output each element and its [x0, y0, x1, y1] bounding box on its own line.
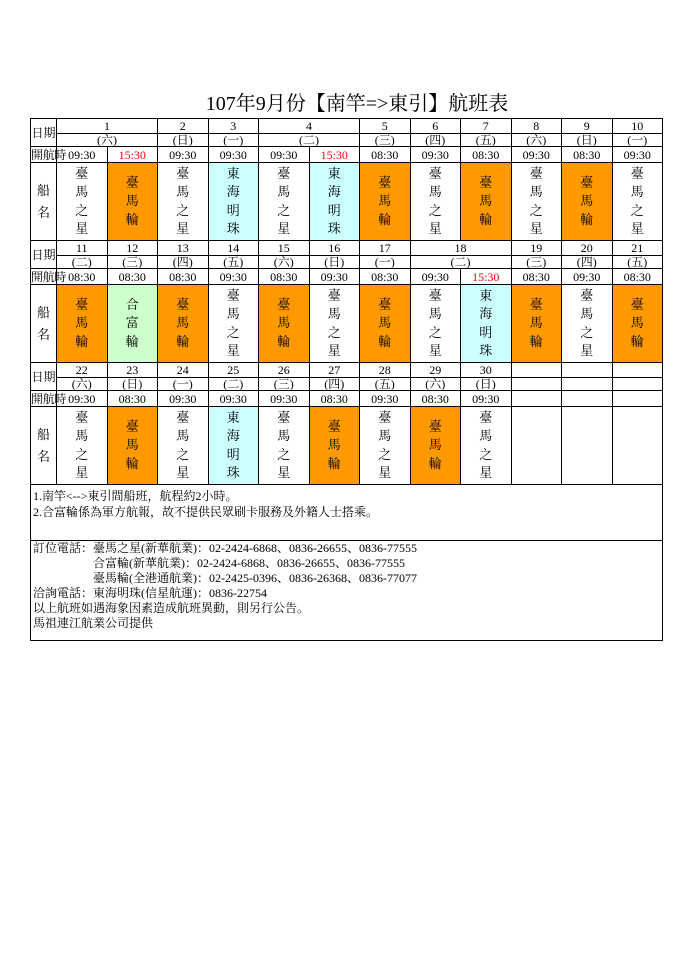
- departure-time-label: 開航時: [31, 269, 67, 284]
- date-cell: 27: [309, 363, 360, 378]
- weekday-cell: (三): [259, 378, 310, 391]
- weekday-cell: (一): [360, 256, 411, 269]
- ship-cell: [57, 163, 108, 241]
- ship-cell: [461, 285, 512, 363]
- date-cell: 14: [208, 241, 259, 256]
- ship-cell: [259, 285, 310, 363]
- contacts-row: [31, 541, 663, 641]
- ship-name: 臺馬之星: [479, 409, 493, 480]
- ship-cell: [360, 285, 411, 363]
- ship-name-label-cell: [31, 407, 57, 485]
- ship-name: 臺馬之星: [226, 287, 240, 358]
- date-row: [31, 363, 663, 378]
- ship-name: 東海明珠: [479, 287, 493, 358]
- departure-time-cell: 09:30: [410, 147, 461, 163]
- weekday-cell: (日): [158, 134, 209, 147]
- departure-time-cell: 08:30: [107, 391, 158, 407]
- ship-cell: [461, 407, 512, 485]
- date-cell: 3: [208, 119, 259, 134]
- ship-cell: [562, 163, 613, 241]
- ship-name: 臺馬之星: [176, 409, 190, 480]
- departure-time-cell: 08:30: [360, 269, 411, 285]
- ship-name: 臺馬之星: [75, 165, 89, 236]
- date-cell: 17: [360, 241, 411, 256]
- date-row: [31, 119, 663, 134]
- departure-time-cell: 08:30: [360, 147, 411, 163]
- ship-cell: [410, 163, 461, 241]
- date-cell: 1: [57, 119, 158, 134]
- departure-time-cell: 08:30: [410, 391, 461, 407]
- weekday-cell: (六): [57, 378, 108, 391]
- weekday-cell: (五): [612, 256, 663, 269]
- ship-name: 臺馬輪: [529, 296, 543, 349]
- ship-name: 臺馬之星: [529, 165, 543, 236]
- weekday-cell: (三): [360, 134, 411, 147]
- empty-cell: [511, 363, 562, 378]
- weekday-cell: (五): [360, 378, 411, 391]
- departure-time-cell: 09:30: [158, 391, 209, 407]
- departure-time-cell: 09:30: [360, 391, 411, 407]
- departure-time-cell: 08:30: [612, 269, 663, 285]
- ship-name: 臺馬之星: [580, 287, 594, 358]
- weekday-cell: (三): [511, 256, 562, 269]
- date-cell: 8: [511, 119, 562, 134]
- date-cell: 7: [461, 119, 512, 134]
- week-block: [31, 363, 663, 485]
- departure-time-row: [31, 147, 663, 163]
- schedule-table: [30, 118, 663, 641]
- departure-time-cell: 09:30: [57, 147, 108, 163]
- date-cell: 28: [360, 363, 411, 378]
- notes-row: [31, 485, 663, 541]
- date-cell: 20: [562, 241, 613, 256]
- date-cell: 11: [57, 241, 108, 256]
- weekday-cell: (五): [461, 134, 512, 147]
- week-block: [31, 119, 663, 241]
- weekday-cell: (六): [511, 134, 562, 147]
- weekday-cell: (日): [562, 134, 613, 147]
- departure-time-cell: 08:30: [107, 269, 158, 285]
- weekday-cell: (五): [208, 256, 259, 269]
- ship-name: 臺馬輪: [378, 296, 392, 349]
- empty-cell: [612, 363, 663, 378]
- ship-name: 臺馬輪: [125, 174, 139, 227]
- ship-name: 臺馬輪: [125, 418, 139, 471]
- ship-cell: [612, 163, 663, 241]
- footer-block: [31, 485, 663, 641]
- date-cell: 19: [511, 241, 562, 256]
- ship-name: 臺馬之星: [378, 409, 392, 480]
- weekday-cell: (日): [107, 378, 158, 391]
- departure-time-cell: 08:30: [158, 269, 209, 285]
- ship-name-label-cell: [31, 163, 57, 241]
- weekday-row: [31, 378, 663, 391]
- weekday-cell: (三): [107, 256, 158, 269]
- departure-time-cell: 09:30: [410, 269, 461, 285]
- ship-name: 臺馬之星: [327, 287, 341, 358]
- booking-contacts: [33, 541, 662, 586]
- empty-cell: [511, 407, 562, 485]
- ship-name: 臺馬輪: [327, 418, 341, 471]
- date-label: 日期: [31, 241, 57, 269]
- ship-name: 臺馬之星: [428, 165, 442, 236]
- booking-line: 合富輪(新華航業)：02-2424-6868、0836-26655、0836-77555: [93, 556, 405, 570]
- departure-time-cell: 09:30: [208, 269, 259, 285]
- date-cell: 26: [259, 363, 310, 378]
- ship-name-label: 船名: [37, 304, 51, 342]
- departure-time-cell: 15:30: [107, 147, 158, 163]
- empty-cell: [562, 391, 613, 407]
- departure-time-label: 開航時: [31, 391, 67, 406]
- inquiry-line: 東海明珠(信星航運)：0836-22754: [93, 586, 267, 600]
- weekday-cell: (四): [410, 134, 461, 147]
- contacts-cell: [31, 541, 663, 641]
- booking-line: 臺馬輪(全港通航業)：02-2425-0396、0836-26368、0836-77077: [93, 571, 417, 585]
- date-cell: 30: [461, 363, 512, 378]
- ship-name: 臺馬之星: [176, 165, 190, 236]
- ship-name: 臺馬輪: [630, 296, 644, 349]
- weekday-cell: (一): [208, 134, 259, 147]
- ship-cell: [562, 285, 613, 363]
- empty-cell: [612, 391, 663, 407]
- date-cell: 12: [107, 241, 158, 256]
- date-cell: 15: [259, 241, 310, 256]
- departure-time-cell: 08:30: [309, 391, 360, 407]
- departure-time-label: 開航時: [31, 147, 67, 162]
- ship-cell: [309, 407, 360, 485]
- departure-time-cell: 09:30: [57, 391, 108, 407]
- booking-label: 訂位電話：: [33, 541, 94, 555]
- date-cell: 9: [562, 119, 613, 134]
- provider-text: 馬祖連江航業公司提供: [33, 616, 154, 630]
- date-cell: 22: [57, 363, 108, 378]
- departure-time-cell: 09:30: [309, 269, 360, 285]
- empty-cell: [511, 378, 562, 391]
- weekday-cell: (二): [410, 256, 511, 269]
- remark-text: 以上航班如遇海象因素造成航班異動，則另行公告。: [33, 601, 310, 615]
- departure-time-cell: 08:30: [259, 269, 310, 285]
- ship-name-label-cell: [31, 285, 57, 363]
- departure-time-cell: 15:30: [461, 269, 512, 285]
- ship-name: 東海明珠: [226, 409, 240, 480]
- weekday-cell: (四): [562, 256, 613, 269]
- ship-cell: [360, 407, 411, 485]
- ship-name-label: 船名: [37, 426, 51, 464]
- date-cell: 21: [612, 241, 663, 256]
- ship-cell: [410, 285, 461, 363]
- booking-lines: [93, 541, 662, 586]
- empty-cell: [511, 391, 562, 407]
- ship-cell: [309, 163, 360, 241]
- departure-time-cell: 15:30: [309, 147, 360, 163]
- ship-name: 臺馬輪: [479, 174, 493, 227]
- ship-name: 臺馬輪: [428, 418, 442, 471]
- date-cell: 25: [208, 363, 259, 378]
- ship-row: [31, 163, 663, 241]
- ship-cell: [208, 407, 259, 485]
- weekday-cell: (二): [208, 378, 259, 391]
- ship-cell: [309, 285, 360, 363]
- departure-time-cell: 09:30: [511, 147, 562, 163]
- date-cell: 16: [309, 241, 360, 256]
- notes-cell: [31, 485, 663, 541]
- ship-cell: [107, 163, 158, 241]
- date-cell: 24: [158, 363, 209, 378]
- departure-time-cell: 08:30: [511, 269, 562, 285]
- date-cell: 5: [360, 119, 411, 134]
- weekday-cell: (六): [259, 256, 310, 269]
- departure-time-cell: 08:30: [562, 147, 613, 163]
- departure-time-cell: 08:30: [461, 147, 512, 163]
- ship-cell: [208, 285, 259, 363]
- departure-time-cell: 09:30: [461, 391, 512, 407]
- departure-time-cell: 09:30: [562, 269, 613, 285]
- ship-row: [31, 407, 663, 485]
- ship-name: 臺馬輪: [176, 296, 190, 349]
- weekday-row: [31, 134, 663, 147]
- inquiry-contacts: [33, 586, 662, 601]
- date-cell: 29: [410, 363, 461, 378]
- departure-time-cell: 09:30: [259, 391, 310, 407]
- ship-cell: [107, 407, 158, 485]
- inquiry-label: 洽詢電話：: [33, 586, 94, 600]
- date-cell: 2: [158, 119, 209, 134]
- departure-time-cell: 08:30: [57, 269, 108, 285]
- ship-name: 臺馬之星: [630, 165, 644, 236]
- date-cell: 6: [410, 119, 461, 134]
- ship-cell: [158, 285, 209, 363]
- date-cell: 13: [158, 241, 209, 256]
- ship-name: 臺馬輪: [580, 174, 594, 227]
- ship-name: 臺馬之星: [277, 165, 291, 236]
- ship-cell: [410, 407, 461, 485]
- ship-cell: [107, 285, 158, 363]
- weekday-cell: (六): [57, 134, 158, 147]
- weekday-cell: (二): [57, 256, 108, 269]
- weekday-cell: (一): [612, 134, 663, 147]
- ship-cell: [259, 163, 310, 241]
- ship-cell: [158, 407, 209, 485]
- ship-name-label: 船名: [37, 182, 51, 220]
- ship-cell: [57, 285, 108, 363]
- page-title: 107年9月份【南竿=>東引】航班表: [205, 93, 509, 115]
- note-line: 2.合富輪係為軍方航報，故不提供民眾刷卡服務及外籍人士搭乘。: [33, 505, 379, 519]
- weekday-row: [31, 256, 663, 269]
- date-label: 日期: [31, 119, 57, 147]
- ship-cell: [511, 163, 562, 241]
- departure-time-cell: 09:30: [208, 147, 259, 163]
- weekday-cell: (一): [158, 378, 209, 391]
- date-label: 日期: [31, 363, 57, 391]
- weekday-cell: (六): [410, 378, 461, 391]
- ship-name: 臺馬之星: [277, 409, 291, 480]
- week-block: [31, 241, 663, 363]
- weekday-cell: (四): [158, 256, 209, 269]
- departure-time-row: [31, 391, 663, 407]
- weekday-cell: (二): [259, 134, 360, 147]
- ship-name: 東海明珠: [327, 165, 341, 236]
- ship-cell: [360, 163, 411, 241]
- ship-name: 臺馬輪: [75, 296, 89, 349]
- empty-cell: [562, 363, 613, 378]
- empty-cell: [612, 378, 663, 391]
- ship-cell: [158, 163, 209, 241]
- empty-cell: [562, 407, 613, 485]
- date-cell: 18: [410, 241, 511, 256]
- ship-cell: [259, 407, 310, 485]
- booking-line: 臺馬之星(新華航業)：02-2424-6868、0836-26655、0836-77555: [93, 541, 417, 555]
- weekday-cell: (四): [309, 378, 360, 391]
- weekday-cell: (日): [461, 378, 512, 391]
- departure-time-cell: 09:30: [259, 147, 310, 163]
- ship-name: 東海明珠: [226, 165, 240, 236]
- ship-row: [31, 285, 663, 363]
- ship-name: 合富輪: [125, 296, 139, 349]
- departure-time-cell: 09:30: [158, 147, 209, 163]
- date-cell: 23: [107, 363, 158, 378]
- ship-name: 臺馬輪: [277, 296, 291, 349]
- weekday-cell: (日): [309, 256, 360, 269]
- ship-cell: [511, 285, 562, 363]
- departure-time-cell: 09:30: [208, 391, 259, 407]
- departure-time-row: [31, 269, 663, 285]
- date-cell: 4: [259, 119, 360, 134]
- ship-cell: [208, 163, 259, 241]
- ship-cell: [461, 163, 512, 241]
- ship-name: 臺馬之星: [428, 287, 442, 358]
- departure-time-cell: 09:30: [612, 147, 663, 163]
- ship-cell: [57, 407, 108, 485]
- note-line: 1.南竿<-->東引間船班，航程約2小時。: [33, 489, 238, 503]
- ship-name: 臺馬之星: [75, 409, 89, 480]
- ship-name: 臺馬輪: [378, 174, 392, 227]
- ship-cell: [612, 285, 663, 363]
- date-row: [31, 241, 663, 256]
- date-cell: 10: [612, 119, 663, 134]
- empty-cell: [612, 407, 663, 485]
- empty-cell: [562, 378, 613, 391]
